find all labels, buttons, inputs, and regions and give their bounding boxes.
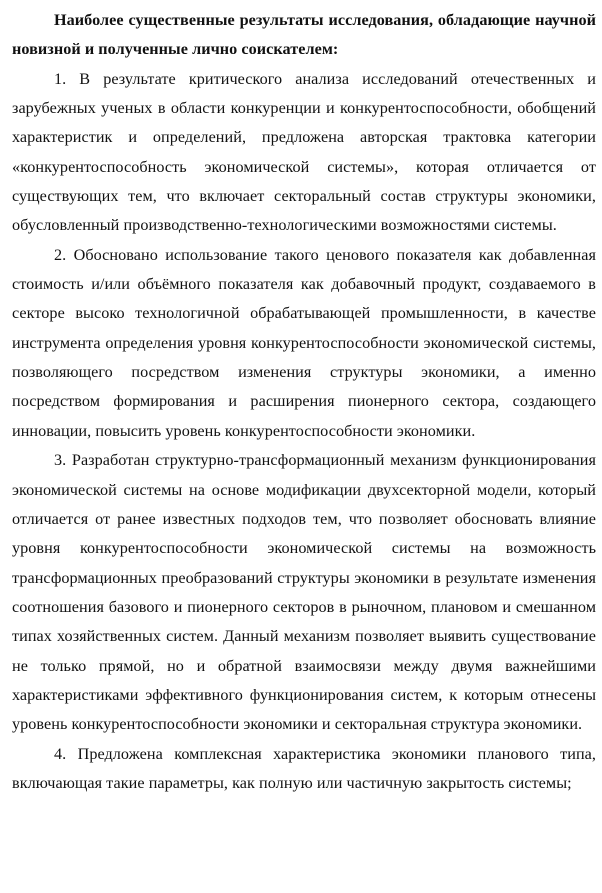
result-paragraph-2: 2. Обосновано использование такого ценового показателя как добавленная стоимость и/или объёмного показателя как добавочный продукт, создаваемого в секторе высоко технологичной обрабатывающей промышленности, в качестве инструмента определения уровня конкурентоспособности экономической системы, позволяющего посредством изменения структуры экономики, а именно посредством формирования и расширения пионерного сектора, создающего инновации, повысить уровень конкурентоспособности экономики. — [12, 245, 596, 440]
document-page — [12, 6, 596, 798]
result-paragraph-1: 1. В результате критического анализа исследований отечественных и зарубежных ученых в области конкуренции и конкурентоспособности, обобщений характеристик и определений, предложена авторская трактовка категории «конкурентоспособность экономической системы», которая отличается от существующих тем, что включает секторальный состав структуры экономики, обусловленный производственно-технологическими возможностями системы. — [12, 69, 596, 235]
section-heading: Наиболее существенные результаты исследования, обладающие научной новизной и полученные лично соискателем: — [12, 11, 596, 59]
result-paragraph-4: 4. Предложена комплексная характеристика экономики планового типа, включающая такие параметры, как полную или частичную закрытость системы; — [12, 744, 596, 792]
result-paragraph-3: 3. Разработан структурно-трансформационный механизм функционирования экономической системы на основе модификации двухсекторной модели, который отличается от ранее известных подходов тем, что позволяет обосновать влияние уровня конкурентоспособности экономической системы на возможность трансформационных преобразований структуры экономики в результате изменения соотношения базового и пионерного секторов в рыночном, плановом и смешанном типах хозяйственных систем. Данный механизм позволяет выявить существование не только прямой, но и обратной взаимосвязи между двумя важнейшими характеристиками эффективного функционирования систем, к которым отнесены уровень конкурентоспособности экономики и секторальная структура экономики. — [12, 451, 596, 734]
